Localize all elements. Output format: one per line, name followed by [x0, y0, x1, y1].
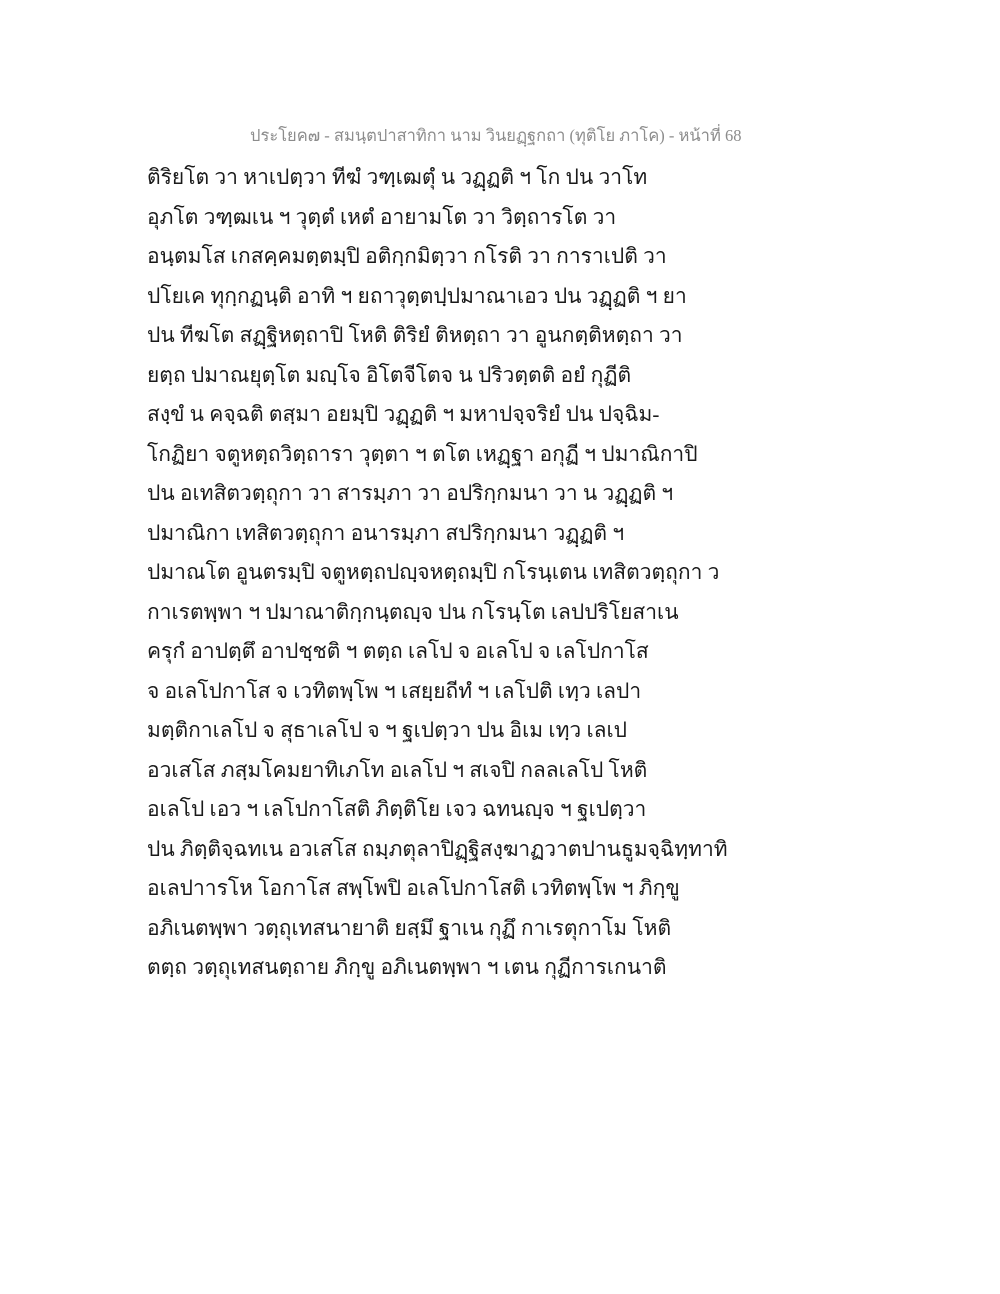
body-text	[147, 158, 727, 988]
text-line: อุภโต วฑฺฒเน ฯ วุตฺตํ เหตํ อายามโต วา วิตฺถารโต วา	[147, 204, 617, 229]
text-line: อวเสโส ภสฺมโคมยาทิเภโท อเลโป ฯ สเจปิ กลลเลโป โหติ	[147, 757, 648, 782]
running-header: ประโยค๗ - สมนฺตปาสาทิกา นาม วินยฏฺฐกถา (ทุติโย ภาโค) - หน้าที่ 68	[250, 126, 742, 145]
text-line: มตฺติกาเลโป จ สุธาเลโป จ ฯ ฐเปตฺวา ปน อิเม เทฺว เลเป	[147, 718, 628, 742]
text-line: ปน อเทสิตวตฺถุกา วา สารมฺภา วา อปริกฺกมนา วา น วฏฺฏติ ฯ	[147, 481, 674, 505]
text-line: อเลปาารโห โอกาโส สพฺโพปิ อเลโปกาโสติ เวทิตพฺโพ ฯ ภิกฺขู	[147, 876, 680, 900]
text-line: ติริยโต วา หาเปตฺวา ทีฆํ วฑฺเฒตุํ น วฏฺฏติ ฯ โก ปน วาโท	[147, 165, 648, 189]
text-line: ปน ทีฆโต สฏฺฐิหตฺถาปิ โหติ ติริยํ ติหตฺถา วา อูนกตฺติหตฺถา วา	[147, 323, 683, 347]
text-line: ยตฺถ ปมาณยุตฺโต มญฺโจ อิโตจีโตจ น ปริวตฺตติ อยํ กุฏีติ	[147, 362, 632, 387]
text-line: โกฏิยา จตูหตฺถวิตฺถารา วุตฺตา ฯ ตโต เหฏฺฐา อกุฏี ฯ ปมาณิกาปิ	[147, 441, 698, 466]
text-line: ปมาณิกา เทสิตวตฺถุกา อนารมฺภา สปริกฺกมนา วฏฺฏติ ฯ	[147, 520, 625, 545]
text-line: กาเรตพฺพา ฯ ปมาณาติกฺกนฺตญฺจ ปน กโรนฺโต เลปปริโยสาเน	[147, 599, 679, 624]
text-line: สงฺขํ น คจฺฉติ ตสฺมา อยมฺปิ วฏฺฏติ ฯ มหาปจฺจริยํ ปน ปจฺฉิม-	[147, 402, 660, 426]
text-line: จ อเลโปกาโส จ เวทิตพฺโพ ฯ เสยฺยถีทํ ฯ เลโปติ เทฺว เลปา	[147, 678, 642, 703]
text-line: ปมาณโต อูนตรมฺปิ จตูหตฺถปญฺจหตฺถมฺปิ กโรนฺเตน เทสิตวตฺถุกา ว	[147, 560, 720, 584]
text-line: ครุกํ อาปตฺตึ อาปชฺชติ ฯ ตตฺถ เลโป จ อเลโป จ เลโปกาโส	[147, 639, 649, 663]
text-line: อนฺตมโส เกสคฺคมตฺตมฺปิ อติกฺกมิตฺวา กโรติ วา การาเปติ วา	[147, 244, 667, 268]
text-line: ตตฺถ วตฺถุเทสนตฺถาย ภิกฺขู อภิเนตพฺพา ฯ เตน กุฏีการเกนาติ	[147, 955, 667, 979]
text-line: อภิเนตพฺพา วตฺถุเทสนายาติ ยสฺมึ ฐาเน กุฏึ กาเรตุกาโม โหติ	[147, 915, 672, 940]
text-line: ปโยเค ทุกฺกฏนฺติ อาทิ ฯ ยถาวุตฺตปฺปมาณาเอว ปน วฏฺฏติ ฯ ยา	[147, 283, 687, 308]
text-line: ปน ภิตฺติจฺฉทเน อวเสโส ถมฺภตุลาปิฏฺฐิสงฺฆาฏวาตปานธูมจฺฉิทฺทาทิ	[147, 836, 728, 861]
text-line: อเลโป เอว ฯ เลโปกาโสติ ภิตฺติโย เจว ฉทนญฺจ ฯ ฐเปตฺวา	[147, 797, 647, 821]
